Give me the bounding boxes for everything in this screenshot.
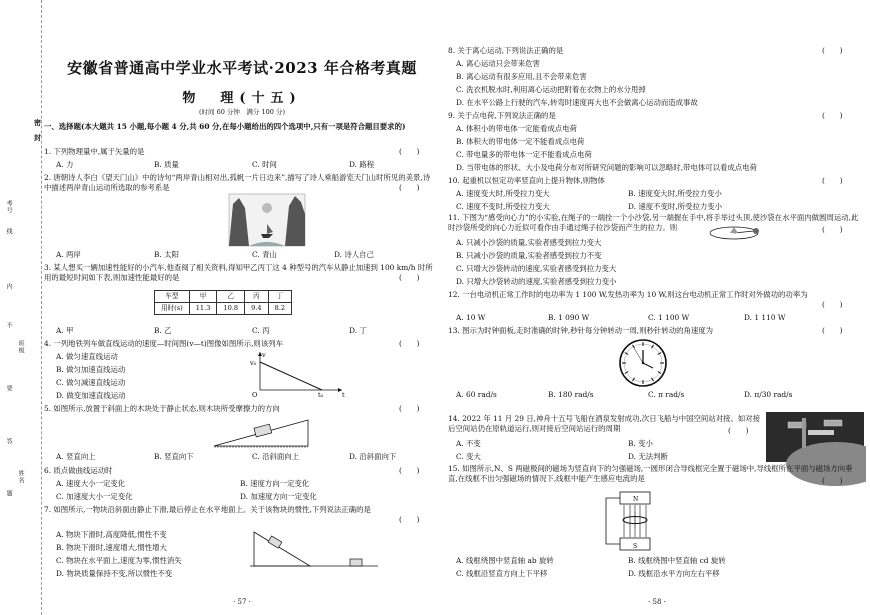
table-cell: 用时(s) — [155, 302, 190, 314]
q8-option-a: A. 离心运动只会带来危害 — [456, 59, 540, 68]
q7-option-b: B. 物块下滑时,速度增大,惯性增大 — [56, 543, 167, 552]
q6-option-b: B. 速度方向一定变化 — [240, 479, 310, 488]
gutter-label-answer: 答 — [5, 438, 13, 445]
q6-stem: 6. 质点做曲线运动时 — [44, 466, 113, 475]
q14-option-a: A. 不变 — [456, 439, 481, 448]
q13-option-a: A. 60 rad/s — [456, 390, 497, 399]
q8-option-b: B. 离心运动有很多应用,且不会带来危害 — [456, 72, 587, 81]
q3-option-a: A. 甲 — [56, 326, 74, 335]
q11-stem: 11. 下图为“感受向心力”的小实验,在绳子的一端拴一个小沙袋,另一端握在手中,将手举过头顶,使沙袋在水平面内做圆周运动,此时沙袋所受的向心力近似可看作由手通过绳子拉沙袋而产生的拉力。则 — [448, 213, 859, 232]
q15-south-pole-label: S — [633, 543, 638, 550]
page-number-58: · 58 · — [648, 597, 666, 606]
seal-char-1: 密 — [34, 118, 41, 127]
q5-answer-paren: ( ) — [399, 404, 420, 413]
gutter-label-inner: 内 — [5, 283, 13, 290]
q15-option-a: A. 线框绕图中竖直轴 ab 旋转 — [456, 556, 554, 565]
table-cell: 9.4 — [245, 302, 269, 314]
q14-option-d: D. 无法判断 — [628, 452, 668, 461]
page-number-57: · 57 · — [233, 597, 251, 606]
q2-landscape-illustration — [229, 194, 305, 246]
q13-option-c: C. π rad/s — [648, 390, 685, 399]
q5-incline-block-figure — [212, 416, 312, 448]
gutter-label-need: 要 — [5, 385, 13, 392]
q12-option-c: C. 1 100 W — [648, 313, 690, 322]
table-header-cell: 丁 — [268, 291, 292, 303]
q4-option-b: B. 做匀加速直线运动 — [56, 365, 126, 374]
q11-option-d: D. 只增大沙袋转动的速度,实验者感受到拉力变小 — [456, 277, 617, 286]
q6-option-a: A. 速度大小一定变化 — [56, 479, 126, 488]
q5-option-d: D. 沿斜面向下 — [349, 452, 397, 461]
q14-option-c: C. 变大 — [456, 452, 481, 461]
table-row — [155, 302, 292, 314]
q10-stem: 10. 起重机以恒定功率竖直向上提升物体,则物体 — [448, 176, 605, 185]
q7-stem: 7. 如图所示,一物块沿斜面由静止下滑,最后停止在水平地面上。关于该物块的惯性,下列说法正确的是 — [44, 505, 371, 514]
q15-option-d: D. 线框沿水平方向左右平移 — [628, 569, 720, 578]
binding-gutter — [0, 0, 42, 615]
q4-t0-label: t₀ — [318, 391, 324, 399]
q10-option-d: D. 速度不变时,所受拉力变小 — [628, 202, 723, 211]
table-header-cell: 甲 — [189, 291, 217, 303]
q15-option-b: B. 线框绕图中竖直轴 cd 旋转 — [628, 556, 726, 565]
q8-option-c: C. 洗衣机脱水时,利用离心运动把附着在衣物上的水分甩掉 — [456, 85, 646, 94]
q2-option-a: A. 两岸 — [56, 250, 81, 259]
q13-option-d: D. π/30 rad/s — [744, 390, 793, 399]
q9-option-d: D. 当带电体的形状、大小及电荷分布对所研究问题的影响可以忽略时,带电体可以看成点电荷 — [456, 163, 757, 172]
q4-origin-label: O — [252, 391, 258, 399]
q5-option-c: C. 沿斜面向上 — [252, 452, 300, 461]
q4-stem: 4. 一列地铁列车做直线运动的速度—时间图(v—t)图像如图所示,则该列车 — [44, 339, 283, 348]
table-cell: 10.8 — [217, 302, 245, 314]
gutter-label-name: 姓名 — [17, 470, 25, 484]
q2-option-c: C. 青山 — [252, 250, 277, 259]
q9-option-a: A. 体积小的带电体一定能看成点电荷 — [456, 124, 577, 133]
q8-answer-paren: ( ) — [822, 46, 843, 55]
page-57 — [44, 0, 440, 615]
seal-char-2: 封 — [34, 133, 41, 142]
q9-answer-paren: ( ) — [822, 111, 843, 120]
q2-answer-paren: ( ) — [399, 183, 420, 192]
q14-space-station-photo — [766, 412, 864, 462]
gutter-label-exam-no: 考号 — [5, 200, 13, 214]
q2-option-b: B. 太阳 — [154, 250, 179, 259]
q13-clock-face — [618, 338, 668, 388]
q12-stem: 12. 一台电动机正常工作时的电功率为 1 100 W,发热功率为 10 W,则这台电动机正常工作时对外做功的功率为 — [448, 290, 808, 299]
q15-answer-paren: ( ) — [822, 476, 843, 485]
q4-option-d: D. 做变加速直线运动 — [56, 391, 126, 400]
q4-option-a: A. 做匀速直线运动 — [56, 352, 118, 361]
q14-option-b: B. 变小 — [628, 439, 653, 448]
q7-option-c: C. 物块在水平面上,速度为零,惯性消失 — [56, 556, 182, 565]
q1-option-b: B. 质量 — [154, 160, 179, 169]
q15-stem: 15. 如图所示,N、S 两磁极间的磁场为竖直向下的匀强磁场,一圆形闭合导线框完全置于磁场中,导线框所在平面与磁场方向垂直,在线框不出匀强磁场的情况下,线框中能产生感应电流的是 — [448, 464, 853, 483]
q11-option-b: B. 只减小沙袋的质量,实验者感受到拉力不变 — [456, 251, 602, 260]
gutter-label-question: 题 — [5, 490, 13, 497]
q5-option-b: B. 竖直向下 — [154, 452, 194, 461]
q4-vt-graph — [250, 350, 350, 398]
q7-option-d: D. 物块质量保持不变,所以惯性不变 — [56, 569, 173, 578]
table-header-cell: 车型 — [155, 291, 190, 303]
exam-title: 安徽省普通高中学业水平考试·2023 年合格考真题 — [67, 59, 417, 77]
q1-option-d: D. 路程 — [349, 160, 375, 169]
q1-answer-paren: ( ) — [399, 147, 420, 156]
q13-stem: 13. 图示为时钟面板,走时准确的时钟,秒针每分钟转动一周,则秒针转动的角速度为 — [448, 326, 714, 335]
q12-option-b: B. 1 090 W — [548, 313, 590, 322]
q3-option-d: D. 丁 — [349, 326, 367, 335]
q3-stem: 3. 某人想买一辆加速性能好的小汽车,他查阅了相关资料,得知甲乙丙丁这 4 种型号的汽车从静止加速到 100 km/h 时所用的最短时间如下表,则加速性能最好的是 — [44, 263, 433, 282]
time-and-score: (时间 60 分钟 满分 100 分) — [198, 108, 285, 116]
q10-option-a: A. 速度变大时,所受拉力变大 — [456, 189, 550, 198]
q11-answer-paren: ( ) — [822, 225, 843, 234]
table-header-row — [155, 291, 292, 303]
page-58 — [448, 0, 866, 615]
q5-stem: 5. 如图所示,放置于斜面上的木块处于静止状态,则木块所受摩擦力的方向 — [44, 404, 280, 413]
q11-option-a: A. 只减小沙袋的质量,实验者感受到拉力变大 — [456, 238, 602, 247]
gutter-label-class: 班级 — [17, 340, 25, 354]
q2-option-d: D. 诗人自己 — [334, 250, 374, 259]
q14-answer-paren: ( ) — [728, 426, 749, 435]
q3-answer-paren: ( ) — [399, 273, 420, 282]
table-header-cell: 丙 — [245, 291, 269, 303]
q9-option-c: C. 带电量多的带电体一定不能看成点电荷 — [456, 150, 592, 159]
gutter-label-line: 线 — [5, 228, 13, 235]
section-heading: 一、选择题(本大题共 15 小题,每小题 4 分,共 60 分,在每小题给出的四个选项中,只有一项是符合题目要求的) — [44, 122, 406, 131]
q4-option-c: C. 做匀减速直线运动 — [56, 378, 126, 387]
q11-option-c: C. 只增大沙袋转动的速度,实验者感受到拉力变大 — [456, 264, 617, 273]
q10-option-c: C. 速度不变时,所受拉力变大 — [456, 202, 550, 211]
q6-option-c: C. 加速度大小一定变化 — [56, 492, 133, 501]
q13-option-b: B. 180 rad/s — [548, 390, 594, 399]
q4-answer-paren: ( ) — [399, 339, 420, 348]
q10-answer-paren: ( ) — [822, 176, 843, 185]
q3-option-c: C. 丙 — [252, 326, 270, 335]
q1-option-a: A. 力 — [56, 160, 74, 169]
q12-answer-paren: ( ) — [822, 300, 843, 309]
subject-title: 物 理(十五) — [182, 91, 302, 106]
q12-option-a: A. 10 W — [456, 313, 486, 322]
q9-stem: 9. 关于点电荷,下列说法正确的是 — [448, 111, 556, 120]
q7-slide-figure — [250, 528, 380, 570]
q4-axis-t-label: t — [342, 391, 345, 399]
table-header-cell: 乙 — [217, 291, 245, 303]
q15-north-pole-label: N — [633, 496, 639, 503]
q2-stem: 2. 唐朝诗人李白《望天门山》中的诗句“两岸青山相对出,孤帆一片日边来”,描写了诗人乘船游览天门山时所见的美景,诗中描述两岸青山运动所选取的参考系是 — [44, 173, 431, 192]
q9-option-b: B. 体积大的带电体一定不能看成点电荷 — [456, 137, 585, 146]
q6-option-d: D. 加速度方向一定变化 — [240, 492, 317, 501]
q7-answer-paren: ( ) — [399, 515, 420, 524]
q7-option-a: A. 物块下滑时,高度降低,惯性不变 — [56, 530, 167, 539]
q11-sandbag-figure — [706, 218, 762, 242]
q8-stem: 8. 关于离心运动,下列说法正确的是 — [448, 46, 564, 55]
q14-stem: 14. 2022 年 11 月 29 日,神舟十五号飞船在酒泉发射成功,次日飞船与中国空间站对接。如对接后空间站仍在原轨道运行,则对接后空间站运行的周期 — [448, 414, 761, 433]
q10-option-b: B. 速度变大时,所受拉力变小 — [628, 189, 722, 198]
q15-option-c: C. 线框沿竖直方向上下平移 — [456, 569, 548, 578]
q6-answer-paren: ( ) — [399, 466, 420, 475]
q1-stem: 1. 下列物理量中,属于矢量的是 — [44, 147, 145, 156]
table-cell: 8.2 — [268, 302, 292, 314]
q4-v0-label: v₀ — [250, 359, 257, 367]
table-cell: 11.3 — [189, 302, 217, 314]
q3-acceleration-table — [154, 290, 292, 315]
q8-option-d: D. 在水平公路上行驶的汽车,转弯时速度再大也不会做离心运动而造成事故 — [456, 98, 698, 107]
q5-option-a: A. 竖直向上 — [56, 452, 96, 461]
q4-axis-v-label: v — [262, 351, 266, 359]
q13-answer-paren: ( ) — [822, 326, 843, 335]
q3-option-b: B. 乙 — [154, 326, 172, 335]
q1-option-c: C. 时间 — [252, 160, 277, 169]
q15-magnet-coil-figure — [600, 492, 670, 554]
q12-option-d: D. 1 110 W — [744, 313, 786, 322]
gutter-label-not: 不 — [5, 322, 13, 329]
